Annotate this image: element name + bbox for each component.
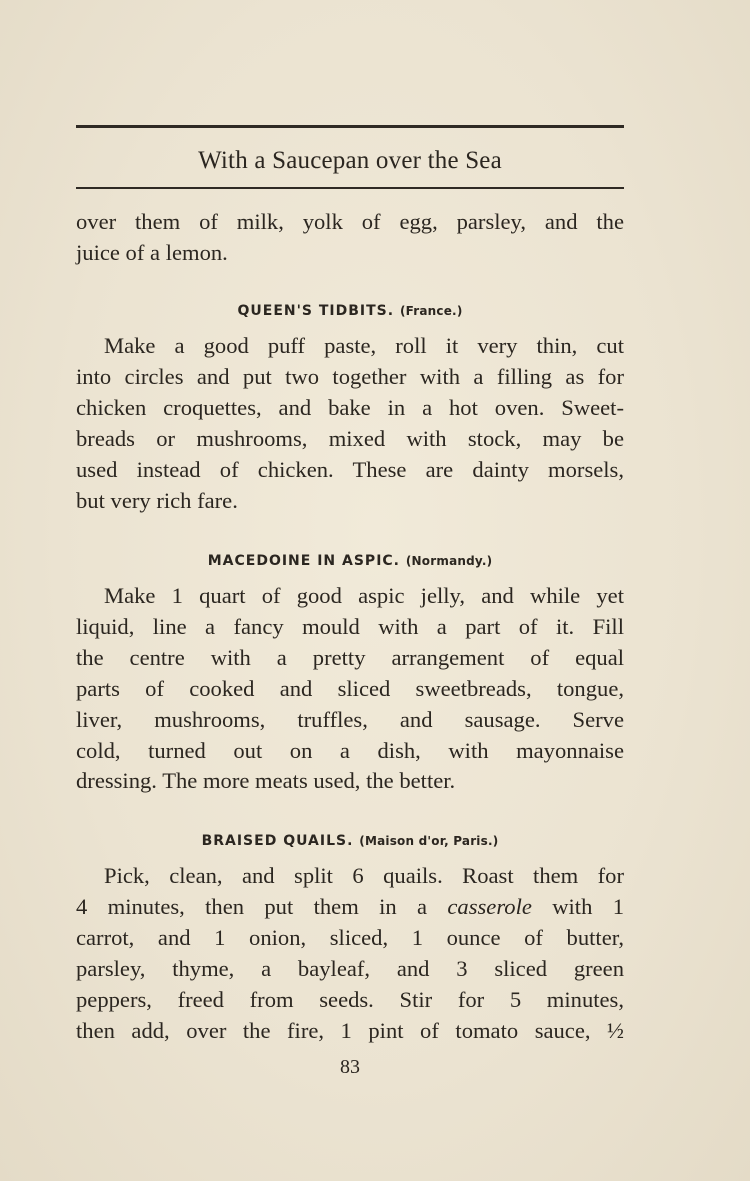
- recipe-origin: (France.): [399, 304, 463, 318]
- recipe-title: MACEDOINE IN ASPIC.: [207, 553, 400, 569]
- text-line: chicken croquettes, and bake in a hot oven. Sweet-: [76, 394, 624, 420]
- text-segment: with 1: [531, 893, 625, 919]
- text-line: carrot, and 1 onion, sliced, 1 ounce of butter,: [76, 924, 624, 950]
- text-line: used instead of chicken. These are dainty morsels,: [76, 456, 624, 482]
- continuation-paragraph: [76, 207, 624, 269]
- text-line: dressing. The more meats used, the better.: [76, 768, 456, 794]
- recipe-heading-queens-tidbits: [76, 301, 624, 321]
- header-rule-bottom: [76, 187, 624, 189]
- recipe-title: BRAISED QUAILS.: [201, 833, 354, 849]
- text-segment: 4 minutes, then put them in a: [76, 893, 448, 919]
- text-line: but very rich fare.: [76, 487, 238, 513]
- recipe-heading-macedoine: [76, 551, 624, 571]
- italic-word: casserole: [447, 893, 532, 919]
- text-line: into circles and put two together with a filling as for: [76, 363, 624, 389]
- recipe-origin: (Maison d'or, Paris.): [359, 834, 499, 848]
- text-line: then add, over the fire, 1 pint of tomato sauce, ½: [76, 1017, 624, 1043]
- text-line: juice of a lemon.: [76, 239, 228, 265]
- text-line: liver, mushrooms, truffles, and sausage. Serve: [76, 706, 624, 732]
- header-rule-top: [76, 125, 624, 128]
- book-page: [76, 0, 624, 1181]
- text-line: liquid, line a fancy mould with a part of it. Fill: [76, 613, 624, 639]
- recipe-body-macedoine: [76, 581, 624, 797]
- text-line: peppers, freed from seeds. Stir for 5 minutes,: [76, 986, 624, 1012]
- recipe-title: QUEEN'S TIDBITS.: [237, 303, 395, 319]
- running-head: With a Saucepan over the Sea: [198, 147, 502, 174]
- recipe-origin: (Normandy.): [405, 554, 493, 568]
- text-line: breads or mushrooms, mixed with stock, may be: [76, 425, 624, 451]
- recipe-body-braised-quails: [76, 861, 624, 1046]
- text-line: cold, turned out on a dish, with mayonnaise: [76, 737, 624, 763]
- recipe-heading-braised-quails: [76, 831, 624, 851]
- text-line: Make 1 quart of good aspic jelly, and while yet: [104, 583, 624, 608]
- text-line: parts of cooked and sliced sweetbreads, tongue,: [76, 675, 624, 701]
- text-line-with-italic: [76, 892, 624, 923]
- text-line: Pick, clean, and split 6 quails. Roast them for: [104, 863, 624, 888]
- page-number: 83: [340, 1056, 360, 1078]
- recipe-body-queens-tidbits: [76, 331, 624, 516]
- text-line: the centre with a pretty arrangement of equal: [76, 644, 624, 670]
- text-line: parsley, thyme, a bayleaf, and 3 sliced green: [76, 955, 624, 981]
- text-line: Make a good puff paste, roll it very thin, cut: [104, 333, 624, 358]
- text-line: over them of milk, yolk of egg, parsley, and the: [76, 209, 624, 234]
